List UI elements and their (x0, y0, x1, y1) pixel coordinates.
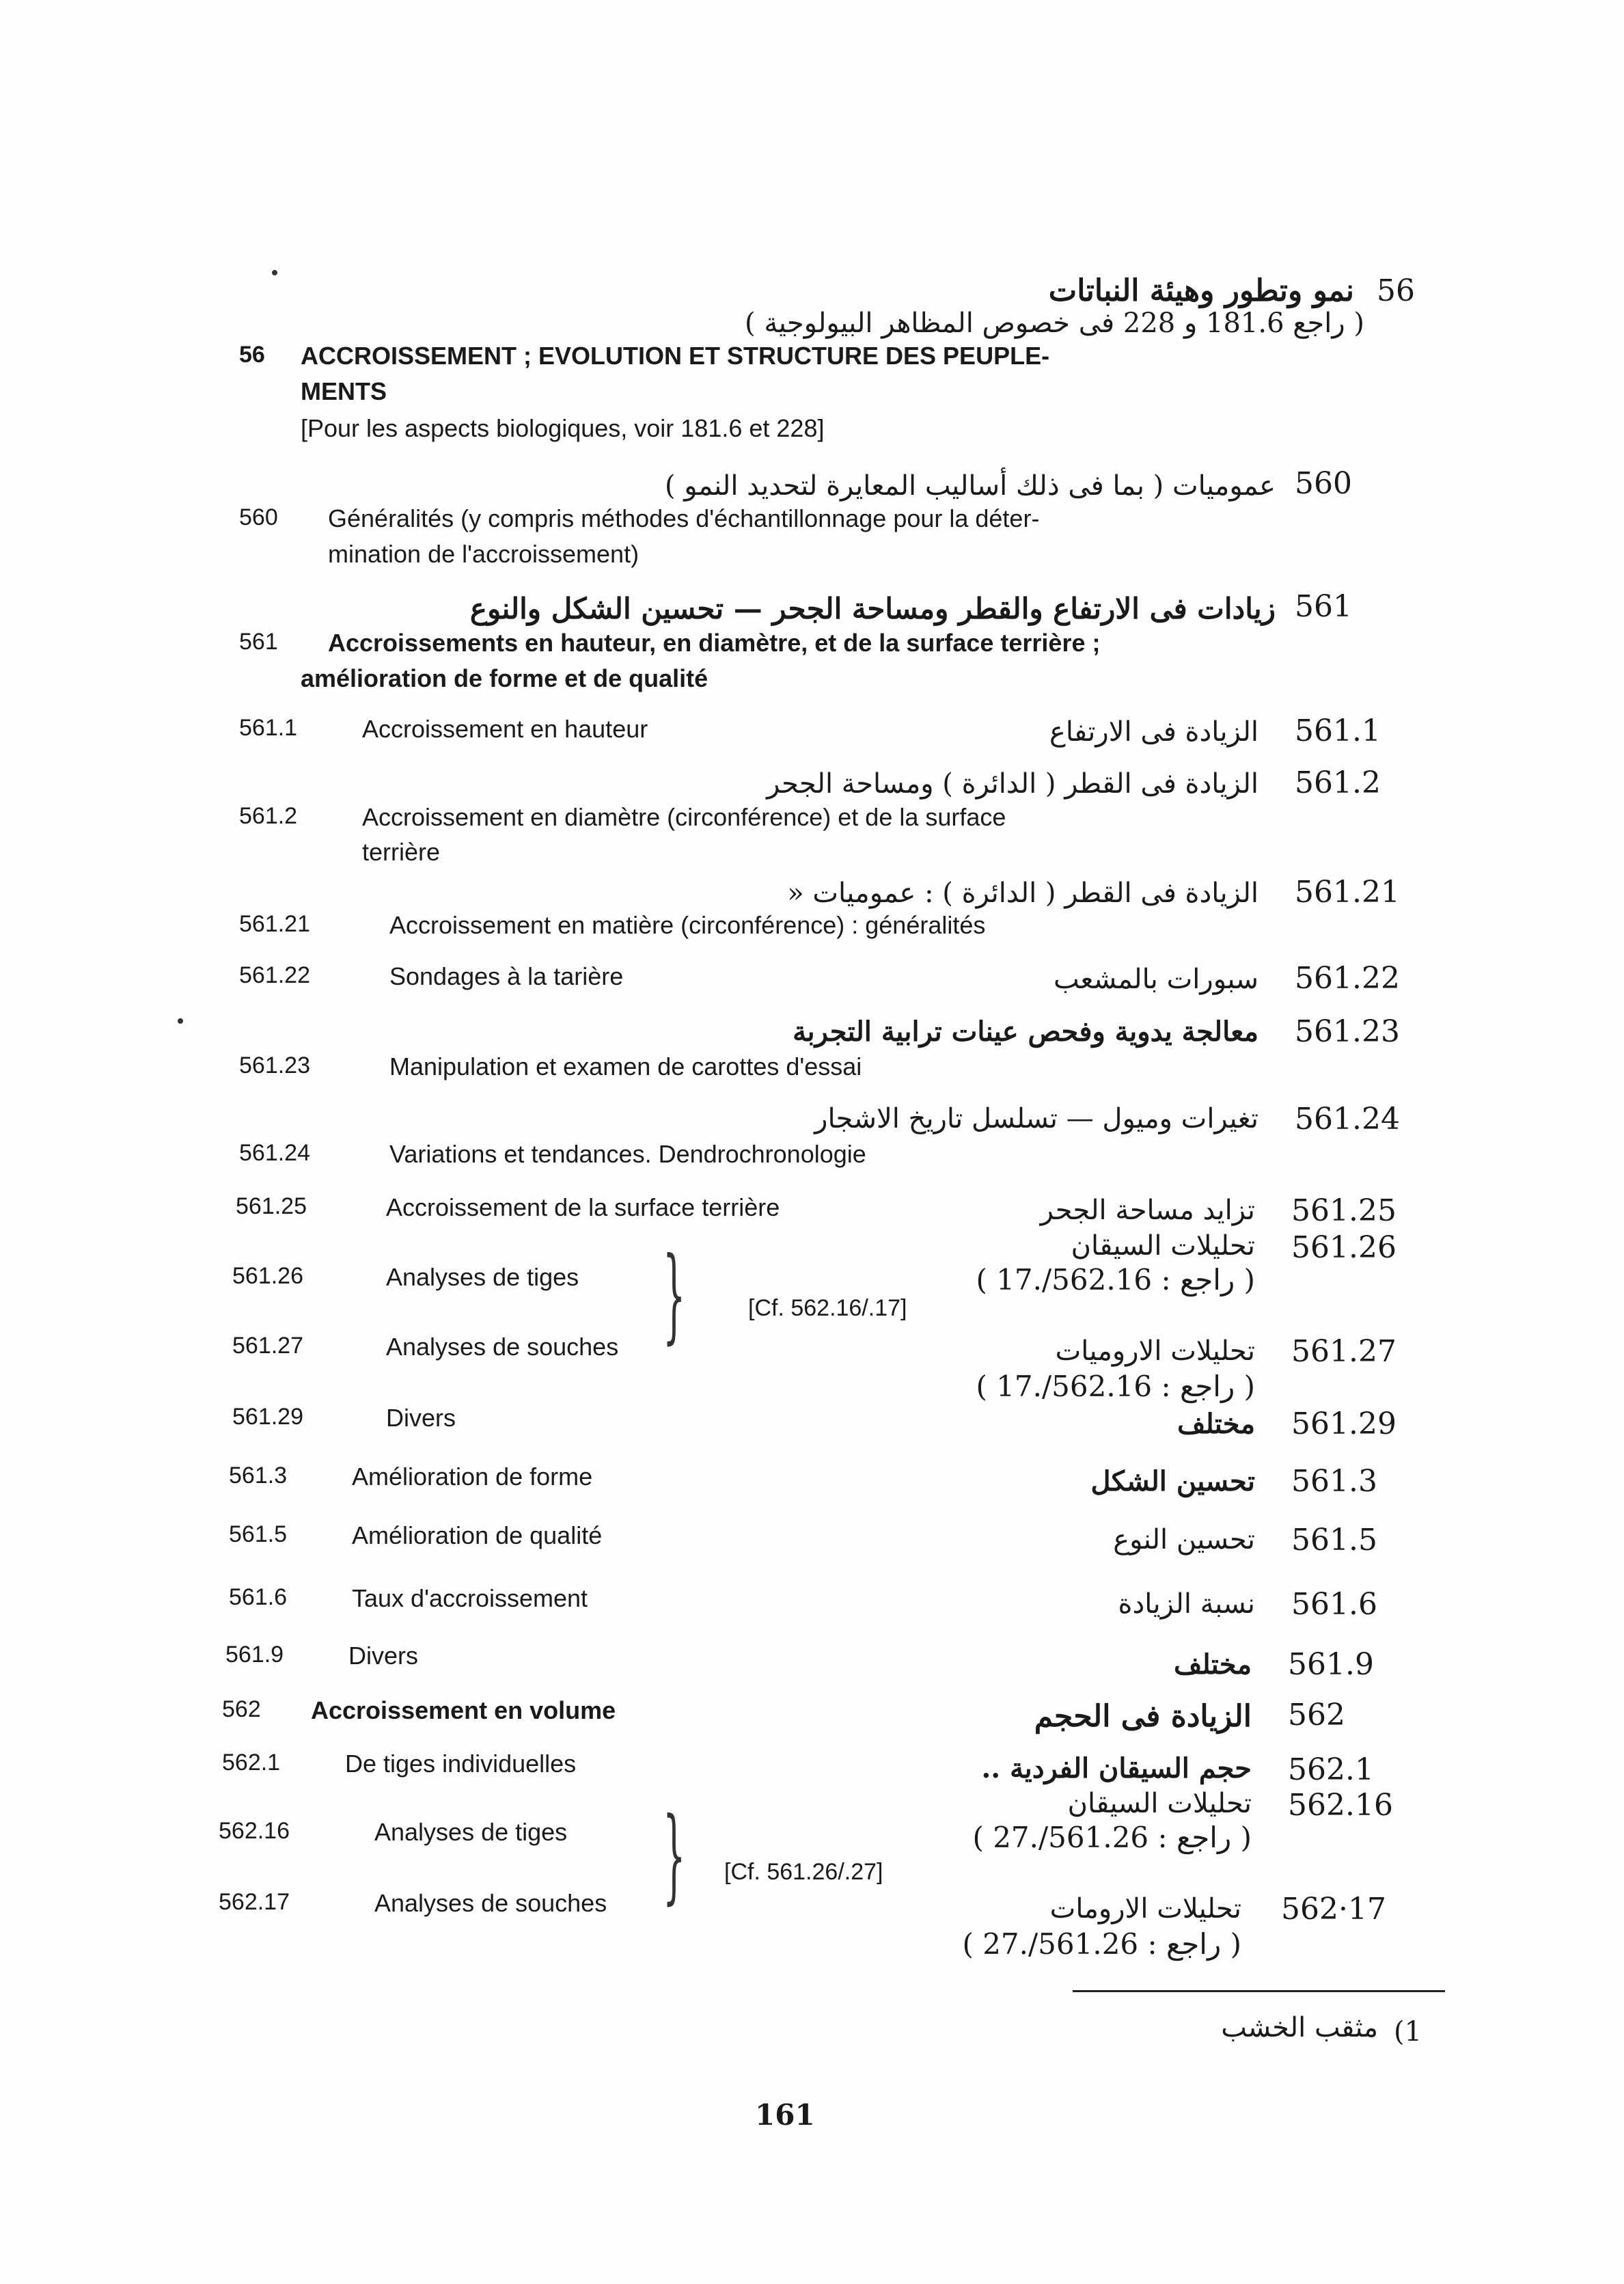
ar-text-561: زيادات فى الارتفاع والقطر ومساحة الجحر — تحسين الشكل والنوع (469, 592, 1276, 625)
code-562-17: 562.17 (219, 1889, 290, 1915)
scan-speck (178, 1018, 183, 1024)
ar-text-561-6: نسبة الزيادة (1118, 1588, 1255, 1620)
ar-text-561-27: تحليلات الاروميات (1055, 1335, 1255, 1367)
fr-561-line1: Accroissements en hauteur, en diamètre, et de la surface terrière ; (328, 629, 1101, 657)
scan-speck (272, 270, 277, 275)
ar-code-561-29: 561.29 (1291, 1406, 1396, 1441)
code-561-5: 561.5 (229, 1521, 288, 1547)
footnote-marker: (1 (1394, 2016, 1422, 2048)
code-560: 560 (239, 504, 278, 530)
page-number: 161 (755, 2098, 815, 2132)
ar-text-561-26: تحليلات السيقان (1071, 1230, 1255, 1262)
ar-code-561-27: 561.27 (1291, 1334, 1396, 1369)
fr-561-6: Taux d'accroissement (352, 1584, 588, 1612)
fr-562-1: De tiges individuelles (345, 1750, 577, 1778)
ar-code-561-21: 561.21 (1295, 875, 1400, 910)
code-561-25: 561.25 (236, 1193, 307, 1219)
ar-code-562-1: 562.1 (1288, 1752, 1374, 1787)
arabic-title: نمو وتطور وهيئة النباتات (1048, 273, 1354, 308)
fr-561-line2: amélioration de forme et de qualité (301, 664, 708, 692)
fr-562-17: Analyses de souches (374, 1889, 607, 1917)
code-561-2: 561.2 (239, 803, 298, 829)
ar-text-561-3: تحسين الشكل (1090, 1465, 1255, 1497)
fr-560-line1: Généralités (y compris méthodes d'échantillonnage pour la déter- (328, 504, 1040, 532)
code-561-26: 561.26 (232, 1263, 303, 1289)
fr-561-2-line2: terrière (362, 838, 441, 866)
code-561-21: 561.21 (239, 911, 310, 937)
ar-code-560: 560 (1295, 466, 1352, 501)
footnote-text: مثقب الخشب (1221, 2012, 1378, 2043)
fr-561-23: Manipulation et examen de carottes d'essai (389, 1052, 862, 1080)
ar-code-561-9: 561.9 (1288, 1647, 1374, 1682)
ar-text-561-29: مختلف (1177, 1408, 1255, 1440)
ar-ref-561-26: ( راجع : 562.16/.17 ) (976, 1263, 1255, 1296)
code-562-1: 562.1 (222, 1750, 281, 1776)
note-56: [Pour les aspects biologiques, voir 181.6 et 228] (301, 414, 825, 442)
ar-code-561-24: 561.24 (1295, 1102, 1400, 1137)
cf-561: [Cf. 561.26/.27] (724, 1859, 883, 1885)
heading-56-line1: ACCROISSEMENT ; EVOLUTION ET STRUCTURE DES PEUPLE- (301, 342, 1050, 370)
fr-561-1: Accroissement en hauteur (362, 715, 648, 743)
ar-text-561-22: سبورات بالمشعب (1054, 964, 1258, 995)
footnote-rule (1073, 1990, 1445, 1992)
code-561-29: 561.29 (232, 1404, 303, 1430)
section-number: 56 (1377, 273, 1415, 308)
fr-561-24: Variations et tendances. Dendrochronologie (389, 1140, 866, 1168)
ar-text-560: عموميات ( بما فى ذلك أساليب المعايرة لتحديد النمو ) (664, 470, 1276, 502)
code-561-1: 561.1 (239, 715, 298, 741)
ar-code-561-22: 561.22 (1295, 961, 1400, 996)
ar-text-562-16: تحليلات السيقان (1067, 1788, 1252, 1819)
fr-561-25: Accroissement de la surface terrière (386, 1193, 780, 1221)
brace-561-26-27: } (663, 1236, 686, 1355)
ar-text-561-23: معالجة يدوية وفحص عينات ترابية التجربة (793, 1016, 1258, 1048)
code-561-22: 561.22 (239, 962, 310, 988)
ar-ref-561-27: ( راجع : 562.16/.17 ) (976, 1370, 1255, 1403)
fr-560-line2: mination de l'accroissement) (328, 540, 639, 568)
ar-text-562: الزيادة فى الحجم (1034, 1699, 1252, 1734)
ar-code-561-1: 561.1 (1295, 713, 1381, 748)
fr-561-2-line1: Accroissement en diamètre (circonférence) et de la surface (362, 803, 1006, 831)
ar-text-562-1: حجم السيقان الفردية .. (981, 1752, 1252, 1784)
ar-code-561-26: 561.26 (1291, 1230, 1396, 1265)
ar-ref-562-16: ( راجع : 561.26/.27 ) (972, 1821, 1252, 1854)
ar-code-561: 561 (1295, 589, 1352, 624)
fr-561-22: Sondages à la tarière (389, 962, 624, 990)
fr-561-21: Accroissement en matière (circonférence) : généralités (389, 911, 986, 939)
fr-561-26: Analyses de tiges (386, 1263, 579, 1291)
code-562: 562 (222, 1696, 261, 1722)
ar-code-561-2: 561.2 (1295, 765, 1381, 800)
ar-text-561-21: الزيادة فى القطر ( الدائرة ) : عموميات « (787, 878, 1258, 909)
ar-text-561-2: الزيادة فى القطر ( الدائرة ) ومساحة الجحر (767, 768, 1258, 800)
fr-562-16: Analyses de tiges (374, 1818, 568, 1846)
code-561-9: 561.9 (225, 1642, 284, 1668)
ar-text-561-1: الزيادة فى الارتفاع (1049, 716, 1258, 748)
ar-code-562: 562 (1288, 1698, 1345, 1732)
code-561-3: 561.3 (229, 1463, 288, 1488)
ar-text-561-5: تحسين النوع (1113, 1524, 1255, 1555)
code-561: 561 (239, 629, 278, 655)
heading-56-line2: MENTS (301, 377, 387, 405)
ar-code-562-17: 562·17 (1281, 1892, 1386, 1927)
cf-562: [Cf. 562.16/.17] (748, 1295, 907, 1321)
code-561-27: 561.27 (232, 1333, 303, 1359)
fr-561-27: Analyses de souches (386, 1333, 619, 1361)
code-561-6: 561.6 (229, 1584, 288, 1610)
code-561-24: 561.24 (239, 1140, 310, 1166)
code-56: 56 (239, 342, 265, 368)
ar-text-562-17: تحليلات الارومات (1049, 1893, 1241, 1925)
ar-code-561-5: 561.5 (1291, 1523, 1377, 1558)
code-561-23: 561.23 (239, 1052, 310, 1078)
fr-561-3: Amélioration de forme (352, 1463, 593, 1491)
ar-code-561-3: 561.3 (1291, 1464, 1377, 1499)
code-562-16: 562.16 (219, 1818, 290, 1844)
ar-text-561-25: تزايد مساحة الجحر (1040, 1195, 1255, 1226)
ar-text-561-24: تغيرات وميول — تسلسل تاريخ الاشجار (814, 1103, 1258, 1134)
brace-562-16-17: } (663, 1796, 686, 1915)
arabic-reference: ( راجع 181.6 و 228 فى خصوص المظاهر البيولوجية ) (745, 308, 1364, 339)
fr-562: Accroissement en volume (311, 1696, 616, 1724)
ar-text-561-9: مختلف (1174, 1648, 1252, 1681)
ar-code-561-25: 561.25 (1291, 1193, 1396, 1228)
ar-code-561-23: 561.23 (1295, 1014, 1400, 1049)
fr-561-29: Divers (386, 1404, 456, 1432)
ar-code-561-6: 561.6 (1291, 1587, 1377, 1622)
fr-561-5: Amélioration de qualité (352, 1521, 603, 1549)
fr-561-9: Divers (348, 1642, 419, 1670)
ar-ref-562-17: ( راجع : 561.26/.27 ) (962, 1927, 1241, 1961)
ar-code-562-16: 562.16 (1288, 1788, 1393, 1823)
